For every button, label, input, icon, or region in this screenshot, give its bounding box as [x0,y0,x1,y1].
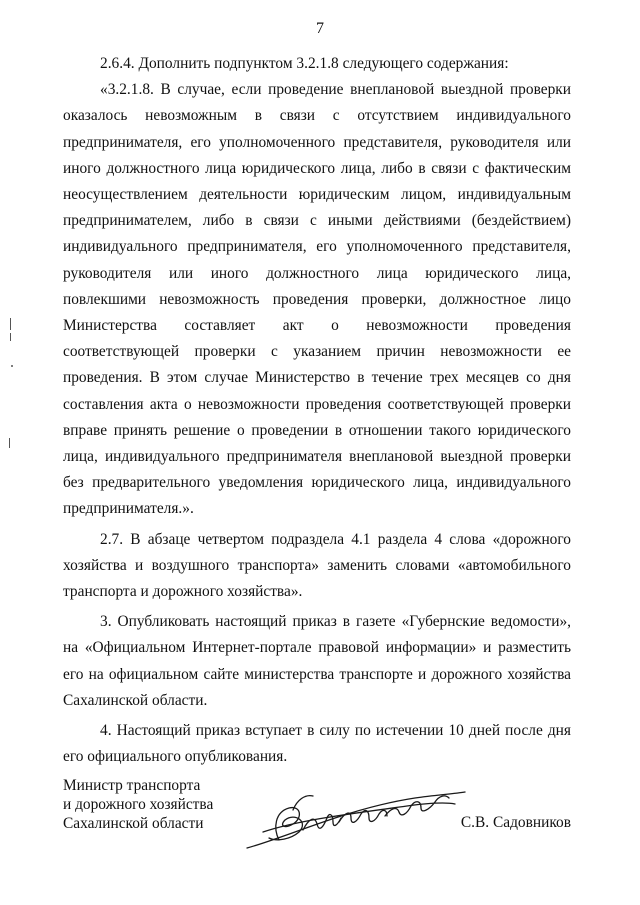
paragraph-2-6-4: 2.6.4. Дополнить подпунктом 3.2.1.8 следующего содержания: [100,55,509,72]
scan-artifact [10,333,11,341]
signer-name: С.В. Садовников [460,814,571,831]
scan-artifact [10,318,11,330]
paragraph-2-7: 2.7. В абзаце четвертом подраздела 4.1 раздела 4 слова «дорожного хозяйства и воздушного транспорта» заменить словами «автомобильного транспорта и дорожного хозяйства». [63,530,571,601]
document-body [63,51,571,770]
scan-artifact [11,365,13,367]
signer-title [63,776,213,833]
paragraph-3-2-1-8: «3.2.1.8. В случае, если проведение внеплановой выездной проверки оказалось невозможным в связи с отсутствием индивидуального предпринимателя, его уполномоченного представителя, руководителя или иного должностного лица юридического лица, либо в связи с фактическим неосуществлением деятельности юридическим лицом, индивидуальным предпринимателем, либо в связи с иными действиями (бездействием) индивидуального предпринимателя, его уполномоченного представителя, руководителя или иного должностного лица юридического лица, повлекшими невозможность проведения проверки, должностное лицо Министерства составляет акт о невозможности проведения соответствующей проверки с указанием причин невозможности ее проведения. В этом случае Министерство в течение трех месяцев со дня составления акта о невозможности проведения соответствующей проверки вправе принять решение о проведении в отношении такого юридического лица, индивидуального предпринимателя внеплановой выездной проверки без предварительного уведомления юридического лица, индивидуального предпринимателя.». [63,81,571,518]
paragraph-3: 3. Опубликовать настоящий приказ в газете «Губернские ведомости», на «Официальном Интернет-портале правовой информации» и разместить его на официальном сайте министерства транспорте и дорожного хозяйства Сахалинской области. [63,613,571,709]
signer-title-line: и дорожного хозяйства [63,796,214,813]
signature-block [63,776,571,856]
signer-title-line: Министр транспорта [63,777,201,794]
scan-artifact [9,438,10,448]
signer-title-line: Сахалинской области [63,815,204,832]
page-number: 7 [316,20,324,37]
handwritten-signature [239,782,469,854]
paragraph-4: 4. Настоящий приказ вступает в силу по истечении 10 дней после дня его официального опубликования. [63,722,571,766]
